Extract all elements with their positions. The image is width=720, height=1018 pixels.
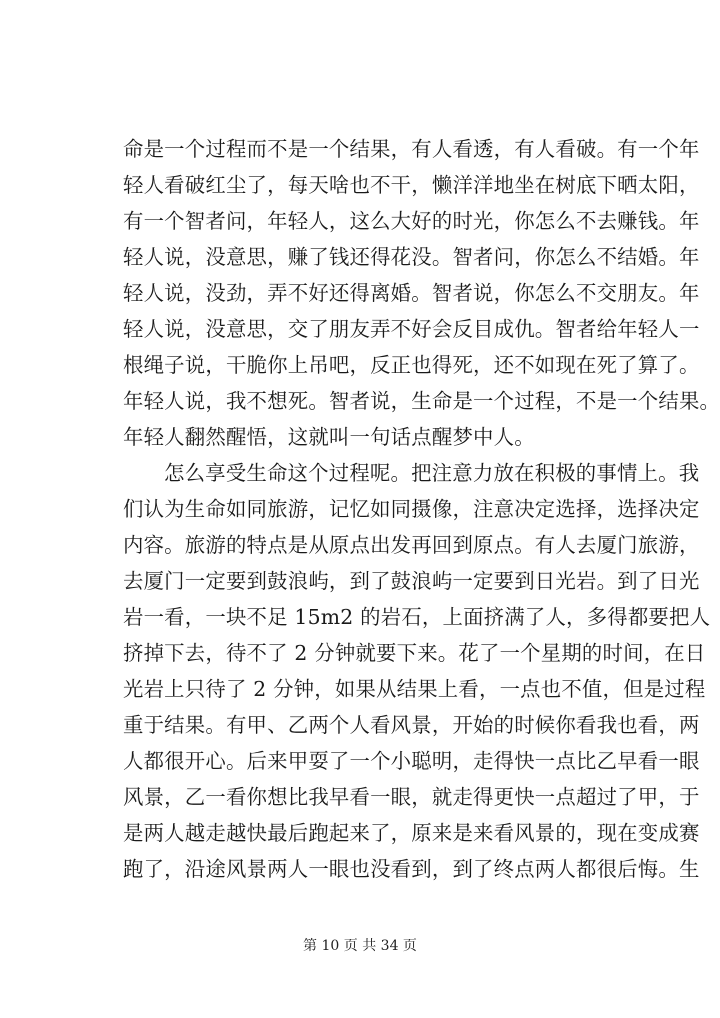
text-line: 是两人越走越快最后跑起来了，原来是来看风景的，现在变成赛 (123, 821, 700, 845)
text-line: 根绳子说，干脆你上吊吧，反正也得死，还不如现在死了算了。 (123, 353, 700, 377)
text-line: 们认为生命如同旅游，记忆如同摄像，注意决定选择，选择决定 (123, 497, 700, 521)
text-line: 年轻人说，我不想死。智者说，生命是一个过程，不是一个结果。 (123, 389, 720, 413)
text-line: 去厦门一定要到鼓浪屿，到了鼓浪屿一定要到日光岩。到了日光 (123, 569, 700, 593)
text-line: 轻人说，没劲，弄不好还得离婚。智者说，你怎么不交朋友。年 (123, 281, 700, 305)
text-line: 年轻人翻然醒悟，这就叫一句话点醒梦中人。 (123, 425, 535, 449)
text-line: 轻人说，没意思，交了朋友弄不好会反目成仇。智者给年轻人一 (123, 317, 700, 341)
text-line: 岩一看，一块不足 15m2 的岩石，上面挤满了人，多得都要把人 (123, 605, 711, 629)
text-line: 风景，乙一看你想比我早看一眼，就走得更快一点超过了甲，于 (123, 785, 700, 809)
text-line: 轻人看破红尘了，每天啥也不干，懒洋洋地坐在树底下晒太阳， (123, 173, 700, 197)
page-number-footer: 第 10 页 共 34 页 (303, 938, 417, 954)
text-line: 命是一个过程而不是一个结果，有人看透，有人看破。有一个年 (123, 137, 700, 161)
text-line: 重于结果。有甲、乙两个人看风景，开始的时候你看我也看，两 (123, 713, 700, 737)
paragraph-first-line: 怎么享受生命这个过程呢。把注意力放在积极的事情上。我 (164, 461, 700, 485)
text-line: 内容。旅游的特点是从原点出发再回到原点。有人去厦门旅游， (123, 533, 700, 557)
text-line: 跑了，沿途风景两人一眼也没看到，到了终点两人都很后悔。生 (123, 857, 700, 881)
text-line: 挤掉下去，待不了 2 分钟就要下来。花了一个星期的时间，在日 (123, 641, 706, 665)
text-line: 有一个智者问，年轻人，这么大好的时光，你怎么不去赚钱。年 (123, 209, 700, 233)
text-line: 光岩上只待了 2 分钟，如果从结果上看，一点也不值，但是过程 (123, 677, 706, 701)
text-line: 人都很开心。后来甲耍了一个小聪明，走得快一点比乙早看一眼 (123, 749, 700, 773)
text-line: 轻人说，没意思，赚了钱还得花没。智者问，你怎么不结婚。年 (123, 245, 700, 269)
